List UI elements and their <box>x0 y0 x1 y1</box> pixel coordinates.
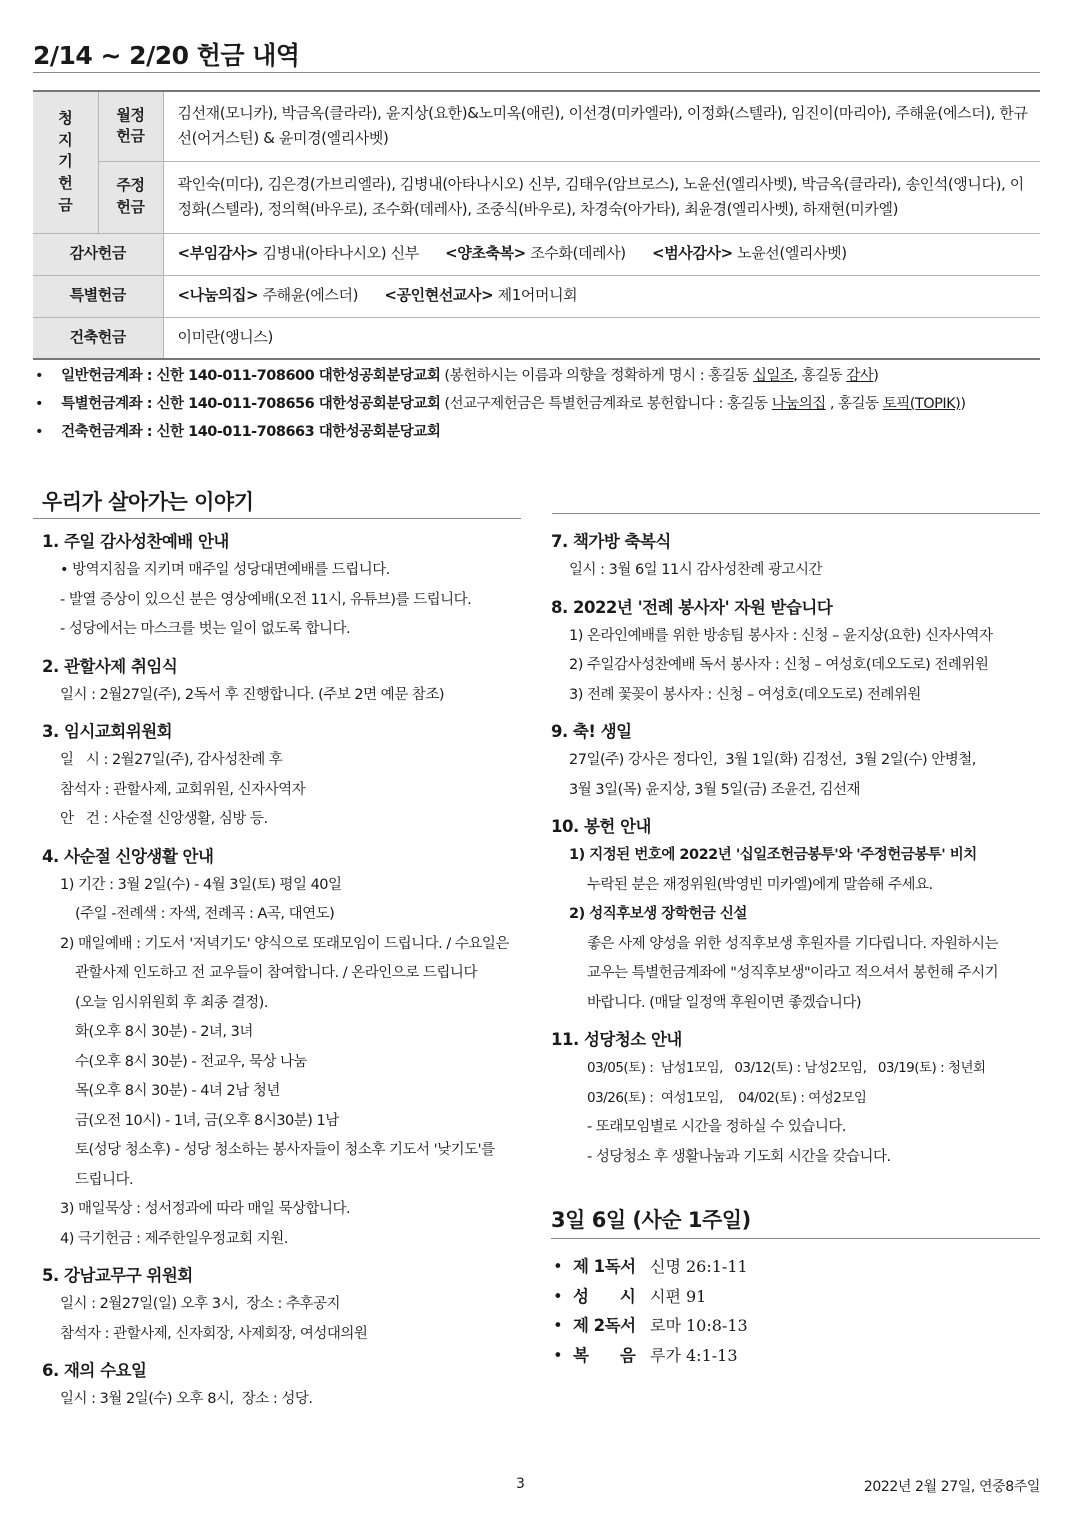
notice-8: 8. 2022년 '전례 봉사자' 자원 받습니다 1) 온라인예배를 위한 방송팀 봉사자 : 신청 – 윤지상(요한) 신자사역자 2) 주일감사성찬예배 독서 봉사자 : 신청 – 여성호(데오도로) 전례위원 3) 전례 꽃꽂이 봉사자 : 신청 – 여성호(데오도로) 전례위원 <box>551 594 1041 711</box>
stories-left-column <box>42 528 532 1423</box>
thanks-values <box>163 233 1040 275</box>
footer-date: 2022년 2월 27일, 연중8주일 <box>863 1479 1040 1495</box>
notice-heading: 4. 사순절 신앙생활 안내 <box>42 846 214 866</box>
thanks-value-2: 조수화(데레사) <box>530 244 626 263</box>
page-number: 3 <box>516 1476 525 1492</box>
table-row-thanks <box>33 233 1040 275</box>
thanks-label: 감사헌금 <box>33 233 163 275</box>
right-column-divider <box>552 513 1040 514</box>
tithe-group-label: 청지기헌금 <box>33 91 98 233</box>
special-values <box>163 275 1040 317</box>
monthly-names: 김선재(모니카), 박금옥(클라라), 윤지상(요한)&노미옥(애린), 이선경(미카엘라), 이정화(스텔라), 임진이(마리아), 주해윤(에스더), 한규선(어거스틴) & 윤미경(엘리사벳) <box>163 91 1040 161</box>
thanks-tag-3: <범사감사> <box>652 244 733 263</box>
building-names: 이미란(앵니스) <box>163 317 1040 359</box>
notice-heading: 5. 강남교무구 위원회 <box>42 1266 193 1285</box>
table-row-weekly <box>33 161 1040 233</box>
notice-11: 11. 성당청소 안내 03/05(토) : 남성1모임, 03/12(토) : 남성2모임, 03/19(토) : 청년회 03/26(토) : 여성1모임, 04/02(토) : 여성2모임 - 또래모임별로 시간을 정하실 수 있습니다. - 성당청소 후 생활나눔과 기도회 시간을 갖습니다. <box>551 1026 1041 1172</box>
offering-table <box>33 90 1040 360</box>
notice-7: 7. 책가방 축복식 일시 : 3월 6일 11시 감사성찬례 광고시간 <box>551 528 1041 586</box>
special-label: 특별헌금 <box>33 275 163 317</box>
monthly-label: 월정헌금 <box>98 91 163 161</box>
reading-item: • 제 1독서 신명 26:1-11 <box>553 1257 748 1276</box>
thanks-tag-2: <양초축복> <box>445 244 526 263</box>
reading-item: • 복 음 루가 4:1-13 <box>553 1345 738 1365</box>
reading-item: • 성 시 시편 91 <box>553 1286 707 1306</box>
notice-heading: 7. 책가방 축복식 <box>551 532 671 551</box>
thanks-tag-1: <부임감사> <box>177 244 259 263</box>
notice-6: 6. 재의 수요일 일시 : 3월 2일(수) 오후 8시, 장소 : 성당. <box>42 1357 532 1415</box>
special-value-2: 제1어머니회 <box>497 286 578 305</box>
notice-heading: 10. 봉헌 안내 <box>551 817 651 836</box>
special-tag-1: <나눔의집> <box>177 286 259 305</box>
sunday-divider <box>551 1238 1040 1239</box>
notice-3: 3. 임시교회위원회 일 시 : 2월27일(주), 감사성찬례 후 참석자 : 관할사제, 교회위원, 신자사역자 안 건 : 사순절 신앙생활, 심방 등. <box>42 718 532 835</box>
special-tag-2: <공인현선교사> <box>384 286 494 305</box>
notice-heading: 9. 축! 생일 <box>551 722 632 741</box>
table-row-monthly <box>33 91 1040 161</box>
sunday-title: 3일 6일 (사순 1주일) <box>551 1208 751 1232</box>
notice-heading: 2. 관할사제 취임식 <box>42 656 178 676</box>
notice-heading: 8. 2022년 '전례 봉사자' 자원 받습니다 <box>551 597 833 617</box>
reading-item: • 제 2독서 로마 10:8-13 <box>553 1316 748 1335</box>
title-divider <box>33 72 1040 73</box>
notice-10: 10. 봉헌 안내 1) 지정된 번호에 2022년 '십일조헌금봉투'와 '주정헌금봉투' 비치 누락된 분은 재정위원(박영빈 미카엘)에게 말씀해 주세요. 2) 성직후보생 장학헌금 신설 좋은 사제 양성을 위한 성직후보생 후원자를 기다립니다. 자원하시는 교우는 특별헌금계좌에 "성직후보생"이라고 적으셔서 봉헌해 주시기 바랍니다. (매달 일정액 후원이면 좋겠습니다) <box>551 813 1041 1018</box>
table-row-special <box>33 275 1040 317</box>
stories-right-column <box>551 528 1041 1180</box>
notice-heading: 6. 재의 수요일 <box>42 1361 147 1380</box>
notice-5: 5. 강남교무구 위원회 일시 : 2월27일(일) 오후 3시, 장소 : 추후공지 참석자 : 관할사제, 신자회장, 사제회장, 여성대의원 <box>42 1262 532 1349</box>
notice-1: 1. 주일 감사성찬예배 안내 • 방역지침을 지키며 매주일 성당대면예배를 드립니다. - 발열 증상이 있으신 분은 영상예배(오전 11시, 유튜브)를 드립니다. - 성당에서는 마스크를 벗는 일이 없도록 합니다. <box>42 528 532 645</box>
notice-heading: 1. 주일 감사성찬예배 안내 <box>42 532 229 551</box>
notice-2: 2. 관할사제 취임식 일시 : 2월27일(주), 2독서 후 진행합니다. (주보 2면 예문 참조) <box>42 653 532 711</box>
notice-4: 4. 사순절 신앙생활 안내 1) 기간 : 3월 2일(수) - 4월 3일(토) 평일 40일 (주일 -전례색 : 자색, 전례곡 : A곡, 대연도) 2) 매일예배 : 기도서 '저녁기도' 양식으로 또래모임이 드립니다. / 수요일은 관할사제 인도하고 전 교우들이 참여합니다. / 온라인으로 드립니다 (오늘 임시위원회 후 최종 결정). 화(오후 8시 30분) - 2녀, 3녀 수(오후 8시 30분) - 전교우, 묵상 나눔 목(오후 8시 30분) - 4녀 2남 청년 금(오전 10시) - 1녀, 금(오후 8시30분) 1남 토(성당 청소후) - 성당 청소하는 봉사자들이 청소후 기도서 '낮기도'를 드립니다. 3) 매일묵상 : 성서정과에 따라 매일 묵상합니다. 4) 극기헌금 : 제주한일우정교회 지원. <box>42 843 532 1255</box>
building-label: 건축헌금 <box>33 317 163 359</box>
account-list <box>33 362 966 446</box>
thanks-value-1: 김병내(아타나시오) 신부 <box>262 244 419 263</box>
account-special: • 특별헌금계좌 : 신한 140-011-708656 대한성공회분당교회 (선교구제헌금은 특별헌금계좌로 봉헌합니다 : 홍길동 나눔의집 , 홍길동 토픽(TOPIK)) <box>33 390 966 418</box>
stories-divider <box>33 518 521 519</box>
readings-list <box>553 1252 748 1370</box>
notice-9: 9. 축! 생일 27일(주) 강사은 정다인, 3월 1일(화) 김정선, 3월 2일(수) 안병철, 3월 3일(목) 윤지상, 3월 5일(금) 조윤건, 김선재 <box>551 718 1041 805</box>
special-value-1: 주해윤(에스더) <box>262 286 359 305</box>
notice-heading: 3. 임시교회위원회 <box>42 722 173 741</box>
thanks-value-3: 노윤선(엘리사벳) <box>737 244 847 263</box>
account-general: • 일반헌금계좌 : 신한 140-011-708600 대한성공회분당교회 (봉헌하시는 이름과 의향을 정확하게 명시 : 홍길동 십일조, 홍길동 감사) <box>33 362 966 390</box>
table-row-building <box>33 317 1040 359</box>
page-title: 2/14 ~ 2/20 헌금 내역 <box>33 41 300 70</box>
weekly-label: 주정헌금 <box>98 161 163 233</box>
weekly-names: 곽인숙(미다), 김은경(가브리엘라), 김병내(아타나시오) 신부, 김태우(암브로스), 노윤선(엘리사벳), 박금옥(클라라), 송인석(앵니다), 이정화(스텔라), 정의혁(바우로), 조수화(데레사), 조중식(바우로), 차경숙(아가타), 최윤경(엘리사벳), 하재현(미카엘) <box>163 161 1040 233</box>
notice-heading: 11. 성당청소 안내 <box>551 1030 682 1049</box>
account-building: • 건축헌금계좌 : 신한 140-011-708663 대한성공회분당교회 <box>33 418 966 446</box>
section-title-stories: 우리가 살아가는 이야기 <box>42 490 254 514</box>
